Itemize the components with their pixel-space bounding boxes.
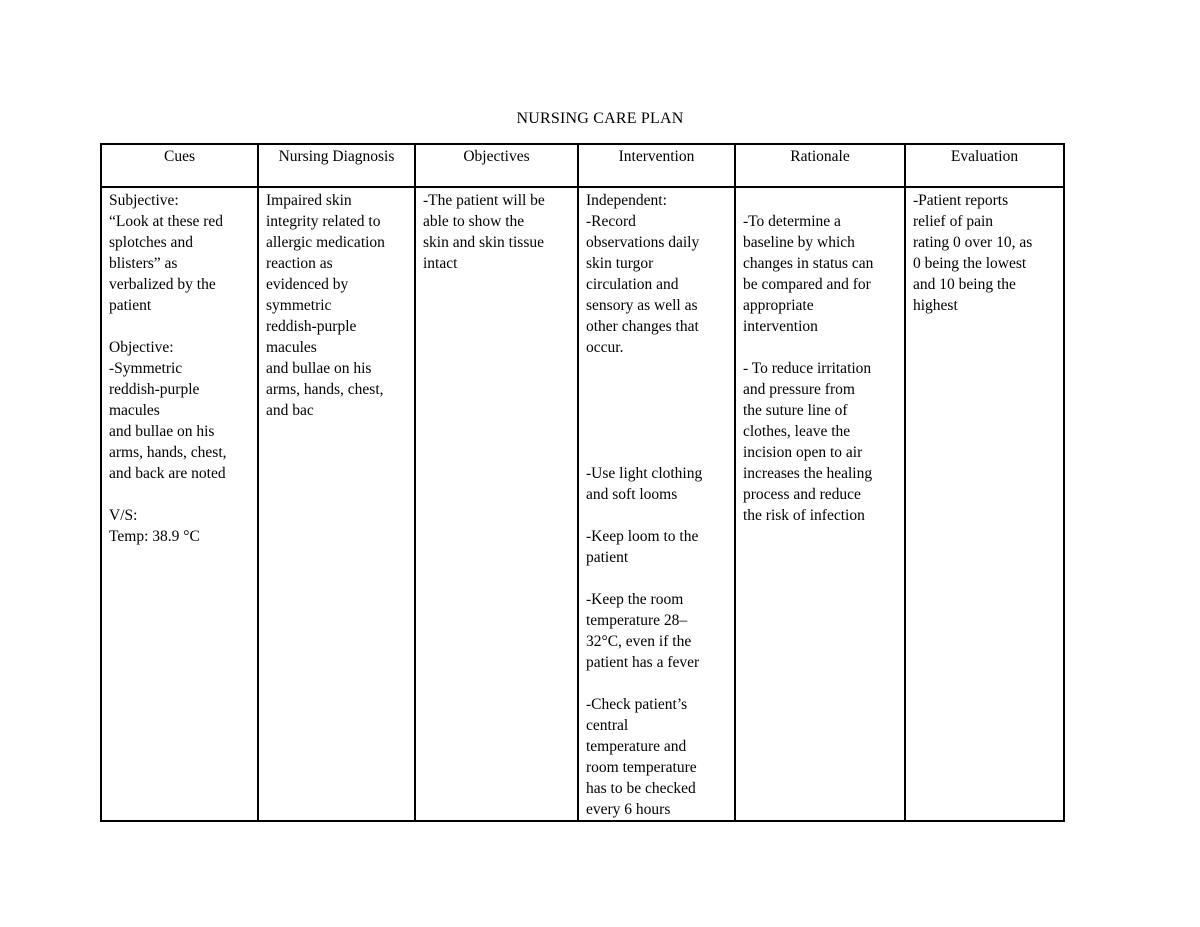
cell-text-line: has to be checked	[586, 780, 696, 797]
cell-text-line: and back are noted	[109, 465, 226, 482]
cell-text-line: process and reduce	[743, 486, 861, 503]
cell-text-line: and bac	[266, 402, 314, 419]
cell-text-line: temperature and	[586, 738, 687, 755]
objectives-cell	[415, 187, 578, 821]
cell-text-line: intervention	[743, 318, 818, 335]
cell-text-line: central	[586, 717, 629, 734]
evaluation-cell	[905, 187, 1064, 821]
cell-text-line: the risk of infection	[743, 507, 865, 524]
header-nursing-diagnosis: Nursing Diagnosis	[258, 144, 415, 187]
cell-text-line: room temperature	[586, 759, 697, 776]
cell-text-line: V/S:	[109, 507, 138, 524]
rationale-cell	[735, 187, 905, 821]
cell-text-line: skin and skin tissue	[423, 234, 544, 251]
cell-text-line: -To determine a	[743, 213, 841, 230]
cell-text-line: Impaired skin	[266, 192, 352, 209]
cues-cell	[101, 187, 258, 821]
cell-text-line: -Keep the room	[586, 591, 684, 608]
cell-text-line	[586, 442, 729, 463]
nursing-care-plan-table	[100, 143, 1065, 822]
cell-text-line: appropriate	[743, 297, 814, 314]
cell-text-line: and soft looms	[586, 486, 678, 503]
header-cues: Cues	[101, 144, 258, 187]
cell-text-line: and pressure from	[743, 381, 855, 398]
cell-text-line: -Record	[586, 213, 636, 230]
cell-text-line: sensory as well as	[586, 297, 698, 314]
cell-text-line: Independent:	[586, 192, 667, 209]
cell-text-line	[586, 379, 729, 400]
cell-text-line: macules	[109, 402, 160, 419]
cell-text-line: skin turgor	[586, 255, 654, 272]
header-rationale: Rationale	[735, 144, 905, 187]
page-title: NURSING CARE PLAN	[516, 110, 684, 127]
cell-text-line	[586, 505, 729, 526]
cell-text-line: patient	[586, 549, 629, 566]
cell-text-line: macules	[266, 339, 317, 356]
cell-text-line: able to show the	[423, 213, 525, 230]
cell-text-line	[109, 484, 252, 505]
cell-text-line: evidenced by	[266, 276, 349, 293]
cell-text-line: 32°C, even if the	[586, 633, 692, 650]
header-evaluation: Evaluation	[905, 144, 1064, 187]
cell-text-line: Subjective:	[109, 192, 179, 209]
cell-text-line: reddish-purple	[109, 381, 200, 398]
cell-text-line: -Keep loom to the	[586, 528, 699, 545]
cell-text-line: and bullae on his	[109, 423, 215, 440]
cell-text-line: circulation and	[586, 276, 679, 293]
cell-text-line	[586, 400, 729, 421]
cell-text-line: and 10 being the	[913, 276, 1016, 293]
cell-text-line: increases the healing	[743, 465, 873, 482]
cell-text-line: symmetric	[266, 297, 332, 314]
cell-text-line: intact	[423, 255, 458, 272]
cell-text-line: clothes, leave the	[743, 423, 851, 440]
cell-text-line: allergic medication	[266, 234, 385, 251]
cell-text-line: patient has a fever	[586, 654, 700, 671]
cell-text-line	[586, 568, 729, 589]
cell-text-line: verbalized by the	[109, 276, 216, 293]
cell-text-line: incision open to air	[743, 444, 863, 461]
cell-text-line: - To reduce irritation	[743, 360, 872, 377]
header-objectives: Objectives	[415, 144, 578, 187]
cell-text-line: highest	[913, 297, 958, 314]
cell-text-line: -Use light clothing	[586, 465, 703, 482]
cell-text-line: baseline by which	[743, 234, 855, 251]
content-row	[101, 187, 1064, 821]
cell-text-line	[586, 673, 729, 694]
cell-text-line: blisters” as	[109, 255, 178, 272]
cell-text-line: Temp: 38.9 °C	[109, 528, 200, 545]
cell-text-line	[109, 316, 252, 337]
cell-text-line: every 6 hours	[586, 801, 671, 818]
nursing-diagnosis-cell	[258, 187, 415, 821]
cell-text-line: be compared and for	[743, 276, 871, 293]
cell-text-line: occur.	[586, 339, 624, 356]
cell-text-line: -The patient will be	[423, 192, 545, 209]
cell-text-line	[743, 190, 899, 211]
cell-text-line: splotches and	[109, 234, 193, 251]
cell-text-line: -Patient reports	[913, 192, 1009, 209]
cell-text-line: changes in status can	[743, 255, 874, 272]
cell-text-line: arms, hands, chest,	[109, 444, 227, 461]
cell-text-line: reaction as	[266, 255, 333, 272]
cell-text-line: other changes that	[586, 318, 699, 335]
cell-text-line: rating 0 over 10, as	[913, 234, 1033, 251]
cell-text-line: temperature 28–	[586, 612, 688, 629]
cell-text-line: “Look at these red	[109, 213, 224, 230]
cell-text-line	[586, 358, 729, 379]
cell-text-line: patient	[109, 297, 152, 314]
cell-text-line: reddish-purple	[266, 318, 357, 335]
cell-text-line: -Symmetric	[109, 360, 183, 377]
intervention-cell	[578, 187, 735, 821]
header-row	[101, 144, 1064, 187]
cell-text-line: relief of pain	[913, 213, 994, 230]
cell-text-line: 0 being the lowest	[913, 255, 1027, 272]
cell-text-line: -Check patient’s	[586, 696, 688, 713]
cell-text-line: and bullae on his	[266, 360, 372, 377]
cell-text-line: observations daily	[586, 234, 700, 251]
cell-text-line: arms, hands, chest,	[266, 381, 384, 398]
cell-text-line: the suture line of	[743, 402, 848, 419]
cell-text-line: integrity related to	[266, 213, 381, 230]
cell-text-line	[743, 337, 899, 358]
cell-text-line: Objective:	[109, 339, 174, 356]
header-intervention: Intervention	[578, 144, 735, 187]
cell-text-line	[586, 421, 729, 442]
